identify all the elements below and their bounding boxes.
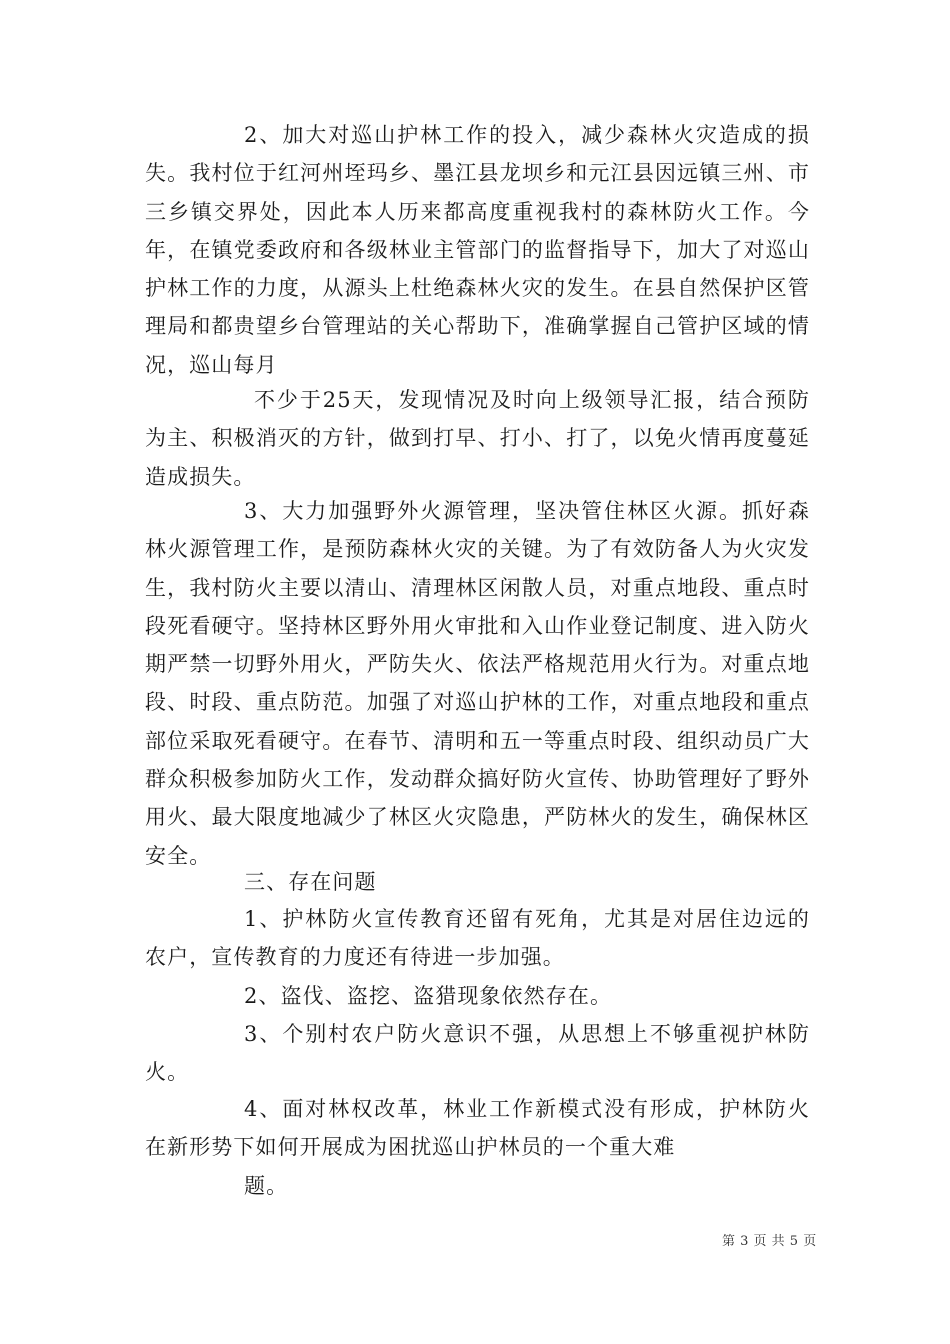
problem-item-2: 2、盗伐、盗挖、盗猎现象依然存在。 xyxy=(244,984,613,1008)
paragraph-fire-source-management: 3、大力加强野外火源管理，坚决管住林区火源。抓好森林火源管理工作，是预防森林火灾的关键。为了有效防备人为火灾发生，我村防火主要以清山、清理林区闲散人员，对重点地段、重点时段死看硬守。坚持林区野外用火审批和入山作业登记制度、进入防火期严禁一切野外用火，严防失火、依法严格规范用火行为。对重点地段、时段、重点防范。加强了对巡山护林的工作，对重点地段和重点部位采取死看硬守。在春节、清明和五一等重点时段、组织动员广大群众积极参加防火工作，发动群众搞好防火宣传、协助管理好了野外用火、最大限度地减少了林区火灾隐患，严防林火的发生，确保林区安全。 xyxy=(145,499,810,868)
paragraph-patrol-days: 不少于25天，发现情况及时向上级领导汇报，结合预防为主、积极消灭的方针，做到打早、打小、打了，以免火情再度蔓延造成损失。 xyxy=(145,388,810,489)
problem-item-4-continued: 题。 xyxy=(244,1174,289,1198)
problem-item-3: 3、个别村农户防火意识不强，从思想上不够重视护林防火。 xyxy=(145,1022,810,1085)
problem-item-1: 1、护林防火宣传教育还留有死角，尤其是对居住边远的农户，宣传教育的力度还有待进一步加强。 xyxy=(145,907,810,970)
section-heading-existing-problems: 三、存在问题 xyxy=(244,870,377,894)
paragraph-investment: 2、加大对巡山护林工作的投入，减少森林火灾造成的损失。我村位于红河州垤玛乡、墨江县龙坝乡和元江县因远镇三州、市三乡镇交界处，因此本人历来都高度重视我村的森林防火工作。今年，在镇党委政府和各级林业主管部门的监督指导下，加大了对巡山护林工作的力度，从源头上杜绝森林火灾的发生。在县自然保护区管理局和都贵望乡台管理站的关心帮助下，准确掌握自己管护区域的情况，巡山每月 xyxy=(145,123,810,377)
problem-item-4: 4、面对林权改革，林业工作新模式没有形成，护林防火在新形势下如何开展成为困扰巡山护林员的一个重大难 xyxy=(145,1097,810,1160)
page-number-footer: 第 3 页 共 5 页 xyxy=(722,1234,817,1249)
